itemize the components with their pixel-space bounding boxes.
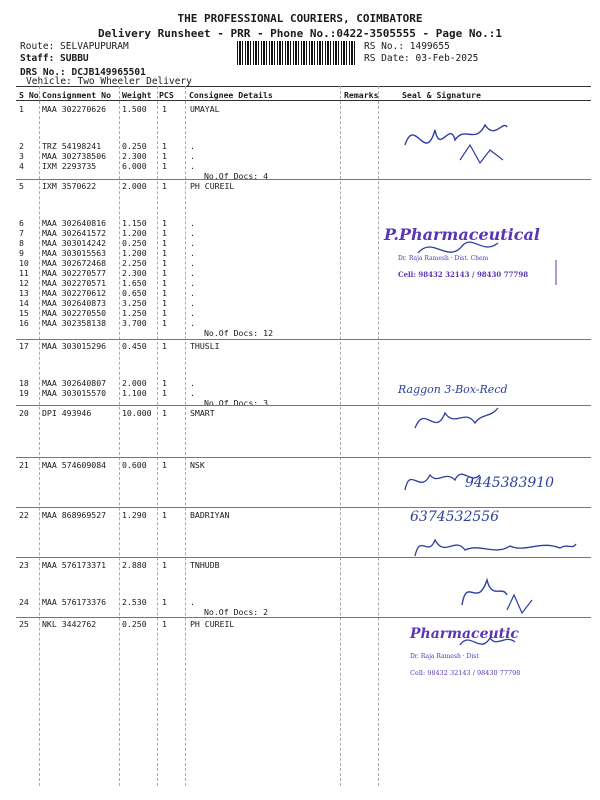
runsheet-subtitle: Delivery Runsheet - PRR - Phone No.:0422-3505555 - Page No.:1 <box>98 27 502 40</box>
row-pcs-cell: 1 <box>162 218 167 228</box>
handwritten-phone-row21: 9445383910 <box>465 475 555 491</box>
row-weight-cell: 0.600 <box>122 460 147 470</box>
row-sno-cell: 1 <box>19 104 24 114</box>
row-cons-cell: MAA 574609084 <box>42 460 107 470</box>
row-details-cell: . <box>190 378 195 388</box>
row-pcs-cell: 1 <box>162 619 167 629</box>
column-divider <box>119 86 120 786</box>
row-cons-cell: MAA 303015296 <box>42 341 107 351</box>
signature-row22 <box>410 528 580 563</box>
row-pcs-cell: 1 <box>162 308 167 318</box>
row-details-cell: UMAYAL <box>190 104 220 114</box>
row-pcs-cell: 1 <box>162 104 167 114</box>
row-weight-cell: 2.530 <box>122 597 147 607</box>
row-weight-cell: 3.700 <box>122 318 147 328</box>
row-details-cell: . <box>190 278 195 288</box>
staff-label: Staff: SUBBU <box>20 53 89 64</box>
row-sno-cell: 5 <box>19 181 24 191</box>
row-weight-cell: 2.000 <box>122 181 147 191</box>
row-weight-cell: 2.880 <box>122 560 147 570</box>
row-weight-cell: 3.250 <box>122 298 147 308</box>
handwritten-phone-row22: 6374532556 <box>410 509 500 525</box>
row-pcs-cell: 1 <box>162 597 167 607</box>
row-weight-cell: 1.150 <box>122 218 147 228</box>
group-separator <box>16 179 591 180</box>
row-pcs-cell: 1 <box>162 161 167 171</box>
row-details-cell: BADRIYAN <box>190 510 230 520</box>
svg-text:Pharmaceutic: Pharmaceutic <box>410 626 519 642</box>
row-details-cell: . <box>190 597 195 607</box>
row-pcs-cell: 1 <box>162 460 167 470</box>
row-pcs-cell: 1 <box>162 288 167 298</box>
row-pcs-cell: 1 <box>162 278 167 288</box>
row-weight-cell: 2.300 <box>122 151 147 161</box>
row-cons-cell: MAA 302640807 <box>42 378 107 388</box>
row-cons-cell: MAA 302270626 <box>42 104 107 114</box>
row-cons-cell: TRZ 54198241 <box>42 141 102 151</box>
row-details-cell: . <box>190 228 195 238</box>
row-details-cell: . <box>190 298 195 308</box>
group-separator <box>16 617 591 618</box>
row-details-cell: . <box>190 268 195 278</box>
row-details-cell: . <box>190 248 195 258</box>
row-sno-cell: 20 <box>19 408 29 418</box>
row-cons-cell: MAA 302270550 <box>42 308 107 318</box>
header-seal: Seal & Signature <box>402 90 481 100</box>
row-details-cell: . <box>190 388 195 398</box>
row-weight-cell: 10.000 <box>122 408 152 418</box>
row-pcs-cell: 1 <box>162 228 167 238</box>
table-top-border <box>16 86 591 87</box>
row-pcs-cell: 1 <box>162 248 167 258</box>
company-stamp-row5 <box>378 215 563 290</box>
row-cons-cell: MAA 302270571 <box>42 278 107 288</box>
row-weight-cell: 0.250 <box>122 238 147 248</box>
row-sno-cell: 24 <box>19 597 29 607</box>
row-sno-cell: 14 <box>19 298 29 308</box>
row-sno-cell: 3 <box>19 151 24 161</box>
header-consignment: Consignment No <box>42 90 112 100</box>
group-separator <box>16 507 591 508</box>
row-sno-cell: 2 <box>19 141 24 151</box>
row-cons-cell: MAA 303015563 <box>42 248 107 258</box>
row-sno-cell: 25 <box>19 619 29 629</box>
row-pcs-cell: 1 <box>162 560 167 570</box>
row-weight-cell: 1.200 <box>122 228 147 238</box>
row-details-cell: . <box>190 318 195 328</box>
column-divider <box>39 86 40 786</box>
row-cons-cell: MAA 576173376 <box>42 597 107 607</box>
row-details-cell: TNHUDB <box>190 560 220 570</box>
doc-count: No.Of Docs: 4 <box>204 171 269 181</box>
column-divider <box>157 86 158 786</box>
column-divider <box>185 86 186 786</box>
row-cons-cell: NKL 3442762 <box>42 619 97 629</box>
row-pcs-cell: 1 <box>162 181 167 191</box>
row-cons-cell: MAA 302270612 <box>42 288 107 298</box>
signature-row1 <box>395 105 515 175</box>
row-pcs-cell: 1 <box>162 378 167 388</box>
row-details-cell: . <box>190 218 195 228</box>
row-pcs-cell: 1 <box>162 510 167 520</box>
row-cons-cell: MAA 302672468 <box>42 258 107 268</box>
row-cons-cell: MAA 302738506 <box>42 151 107 161</box>
row-details-cell: PH CUREIL <box>190 619 235 629</box>
row-details-cell: . <box>190 308 195 318</box>
row-pcs-cell: 1 <box>162 318 167 328</box>
row-details-cell: . <box>190 288 195 298</box>
row-pcs-cell: 1 <box>162 298 167 308</box>
table-header-border <box>16 100 591 101</box>
row-sno-cell: 17 <box>19 341 29 351</box>
drs-number: DRS No.: DCJB149965501 <box>20 67 146 78</box>
rs-date: RS Date: 03-Feb-2025 <box>364 53 479 64</box>
row-cons-cell: MAA 302358138 <box>42 318 107 328</box>
row-sno-cell: 19 <box>19 388 29 398</box>
row-details-cell: . <box>190 141 195 151</box>
row-weight-cell: 1.100 <box>122 388 147 398</box>
row-pcs-cell: 1 <box>162 238 167 248</box>
row-sno-cell: 18 <box>19 378 29 388</box>
row-sno-cell: 7 <box>19 228 24 238</box>
row-details-cell: . <box>190 258 195 268</box>
row-cons-cell: MAA 302270577 <box>42 268 107 278</box>
svg-text:P.Pharmaceutical: P.Pharmaceutical <box>384 225 540 244</box>
row-weight-cell: 2.000 <box>122 378 147 388</box>
row-cons-cell: IXM 2293735 <box>42 161 97 171</box>
row-details-cell: SMART <box>190 408 215 418</box>
header-weight: Weight <box>122 90 152 100</box>
signature-row24 <box>452 565 542 615</box>
row-cons-cell: MAA 576173371 <box>42 560 107 570</box>
header-sno: S No <box>19 90 39 100</box>
doc-count: No.Of Docs: 3 <box>204 398 269 408</box>
row-pcs-cell: 1 <box>162 258 167 268</box>
barcode <box>237 41 357 65</box>
row-pcs-cell: 1 <box>162 268 167 278</box>
row-cons-cell: IXM 3570622 <box>42 181 97 191</box>
svg-text:Dr. Raja Ramesh · Dist. Chem: Dr. Raja Ramesh · Dist. Chem <box>398 255 489 262</box>
row-sno-cell: 15 <box>19 308 29 318</box>
header-details: Consignee Details <box>189 90 273 100</box>
company-title: THE PROFESSIONAL COURIERS, COIMBATORE <box>177 12 423 25</box>
row-weight-cell: 1.200 <box>122 248 147 258</box>
header-remarks: Remarks <box>344 90 379 100</box>
row-weight-cell: 0.450 <box>122 341 147 351</box>
row-weight-cell: 0.650 <box>122 288 147 298</box>
row-weight-cell: 0.250 <box>122 619 147 629</box>
rs-number: RS No.: 1499655 <box>364 41 450 52</box>
row-pcs-cell: 1 <box>162 151 167 161</box>
row-details-cell: . <box>190 161 195 171</box>
svg-text:Cell: 98432 32143 / 98430 7779: Cell: 98432 32143 / 98430 77798 <box>410 669 521 677</box>
row-sno-cell: 21 <box>19 460 29 470</box>
row-cons-cell: DPI 493946 <box>42 408 92 418</box>
row-weight-cell: 1.500 <box>122 104 147 114</box>
row-sno-cell: 23 <box>19 560 29 570</box>
route-label: Route: SELVAPUPURAM <box>20 41 129 52</box>
row-cons-cell: MAA 302640816 <box>42 218 107 228</box>
row-sno-cell: 12 <box>19 278 29 288</box>
row-sno-cell: 6 <box>19 218 24 228</box>
row-weight-cell: 1.290 <box>122 510 147 520</box>
doc-count: No.Of Docs: 12 <box>204 328 274 338</box>
row-details-cell: . <box>190 238 195 248</box>
group-separator <box>16 339 591 340</box>
row-details-cell: . <box>190 151 195 161</box>
row-pcs-cell: 1 <box>162 408 167 418</box>
row-weight-cell: 1.250 <box>122 308 147 318</box>
row-weight-cell: 1.650 <box>122 278 147 288</box>
column-divider <box>378 86 379 786</box>
row-details-cell: NSK <box>190 460 205 470</box>
group-separator <box>16 405 591 406</box>
row-weight-cell: 2.250 <box>122 258 147 268</box>
doc-count: No.Of Docs: 2 <box>204 607 269 617</box>
row-cons-cell: MAA 302641572 <box>42 228 107 238</box>
row-sno-cell: 4 <box>19 161 24 171</box>
row-cons-cell: MAA 303014242 <box>42 238 107 248</box>
row-sno-cell: 10 <box>19 258 29 268</box>
header-pcs: PCS <box>159 90 174 100</box>
row-weight-cell: 6.000 <box>122 161 147 171</box>
row-cons-cell: MAA 868969527 <box>42 510 107 520</box>
signature-row20 <box>410 398 500 438</box>
row-weight-cell: 2.300 <box>122 268 147 278</box>
row-sno-cell: 9 <box>19 248 24 258</box>
row-pcs-cell: 1 <box>162 141 167 151</box>
vehicle-label: Vehicle: Two Wheeler Delivery <box>26 76 192 87</box>
company-stamp-row25 <box>405 620 540 680</box>
row-sno-cell: 8 <box>19 238 24 248</box>
row-sno-cell: 16 <box>19 318 29 328</box>
column-divider <box>340 86 341 786</box>
row-pcs-cell: 1 <box>162 388 167 398</box>
handwritten-note-row20: Raggon 3-Box-Recd <box>398 383 508 396</box>
row-pcs-cell: 1 <box>162 341 167 351</box>
row-details-cell: PH CUREIL <box>190 181 235 191</box>
row-sno-cell: 22 <box>19 510 29 520</box>
row-cons-cell: MAA 303015570 <box>42 388 107 398</box>
svg-text:Cell: 98432 32143 / 98430 7779: Cell: 98432 32143 / 98430 77798 <box>398 270 529 279</box>
row-sno-cell: 13 <box>19 288 29 298</box>
row-weight-cell: 0.250 <box>122 141 147 151</box>
row-cons-cell: MAA 302640873 <box>42 298 107 308</box>
row-sno-cell: 11 <box>19 268 29 278</box>
row-details-cell: THUSLI <box>190 341 220 351</box>
svg-text:Dr. Raja Ramesh · Dist: Dr. Raja Ramesh · Dist <box>410 653 479 660</box>
